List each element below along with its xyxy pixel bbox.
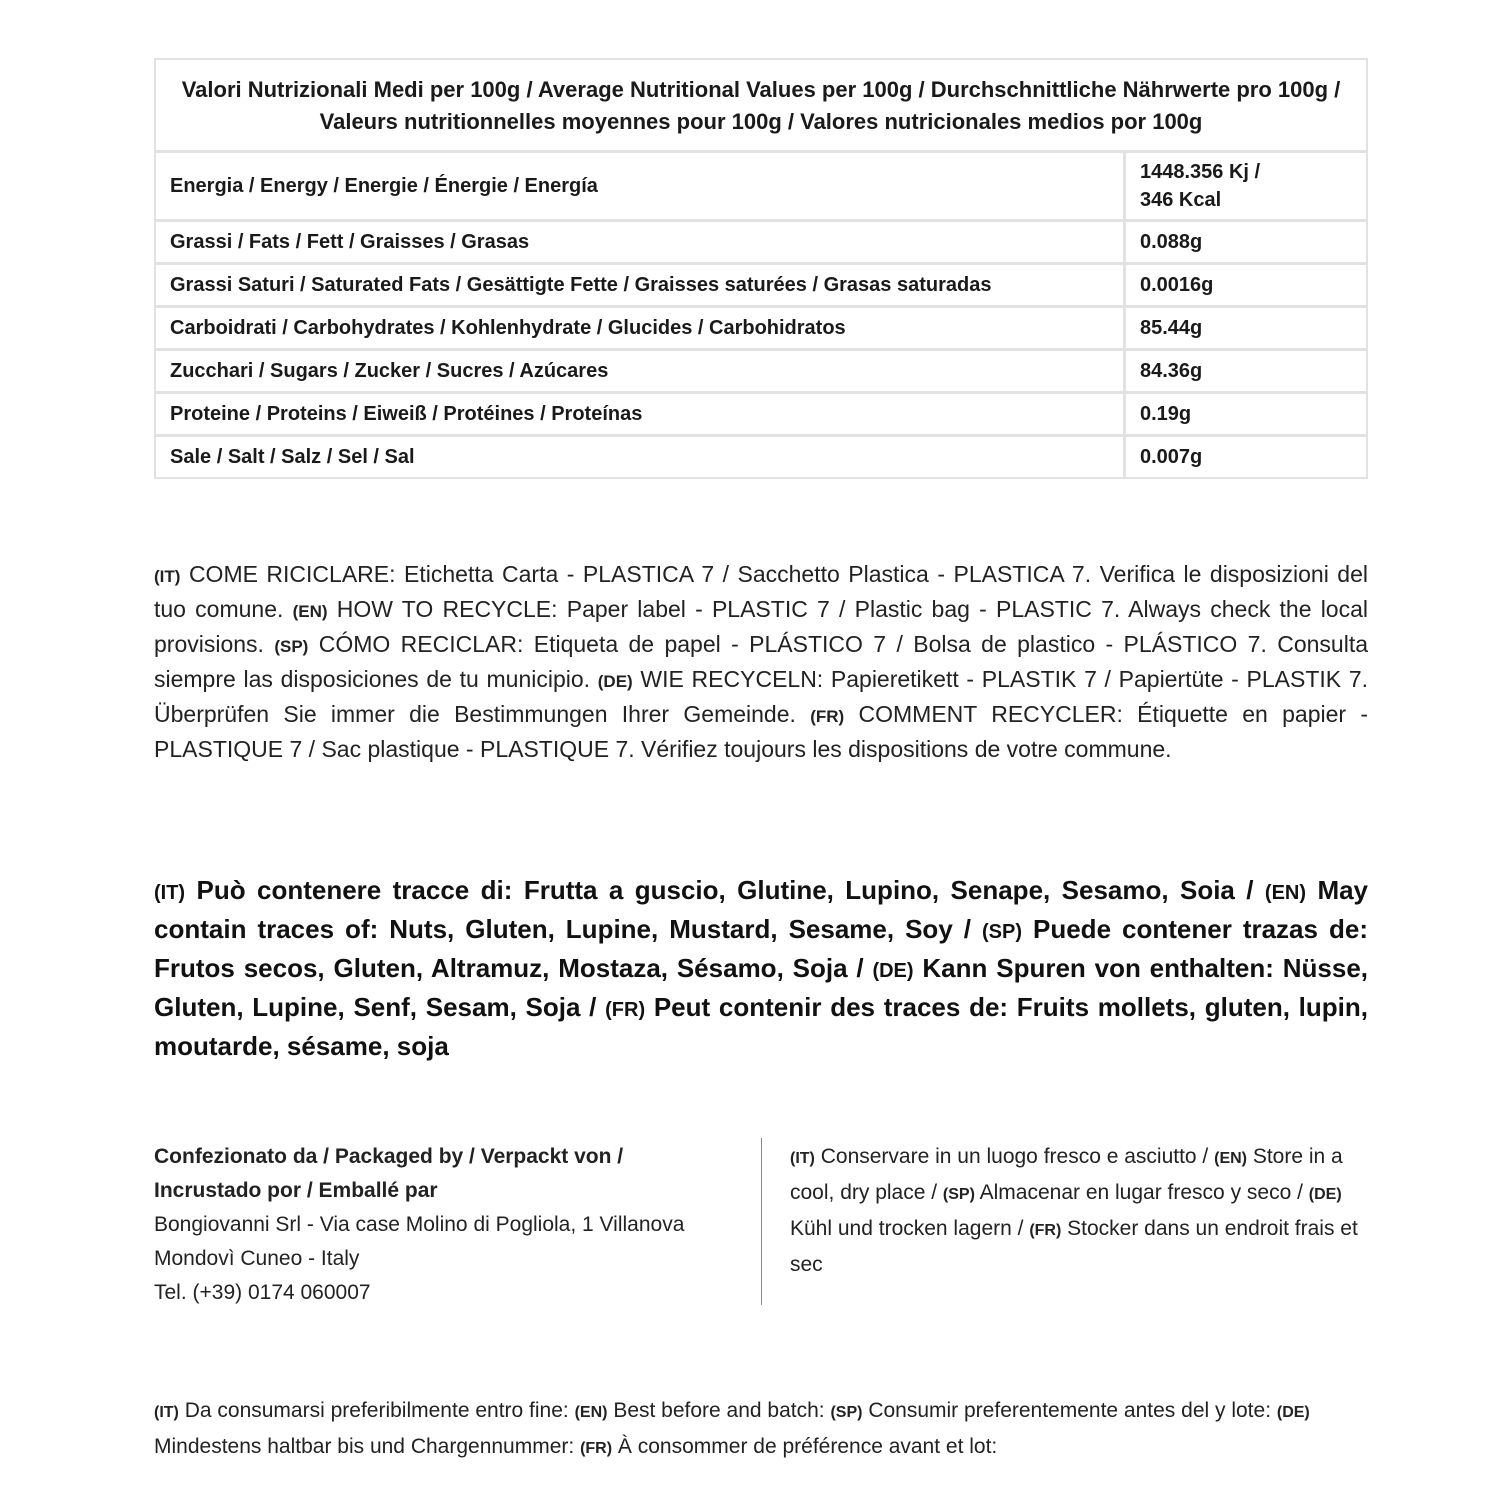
lang-tag-en: (EN) [574, 1404, 608, 1421]
lang-tag-de: (DE) [1308, 1186, 1342, 1203]
nutrition-value: 0.0016g [1140, 274, 1214, 296]
nutrition-row-salt [156, 437, 1366, 477]
lang-tag-fr: (FR) [605, 999, 646, 1021]
packager-address: Bongiovanni Srl - Via case Molino di Pogliola, 1 Villanova [154, 1213, 685, 1236]
lang-tag-de: (DE) [872, 960, 914, 982]
storage-text-it: Conservare in un luogo fresco e asciutto / [820, 1145, 1209, 1168]
storage-text-en: Store in a cool, dry place / [790, 1145, 1343, 1204]
nutrition-value: 0.19g [1140, 403, 1192, 425]
lang-tag-de: (DE) [1276, 1404, 1310, 1421]
lang-tag-fr: (FR) [1029, 1222, 1062, 1239]
allergen-text-it: Può contenere tracce di: Frutta a guscio, Glutine, Lupino, Senape, Sesamo, Soia / [196, 875, 1254, 905]
nutrition-value: 0.088g [1140, 231, 1203, 253]
best-before-text-fr: À consommer de préférence avant et lot: [617, 1435, 998, 1458]
nutrition-label: Energia / Energy / Energie / Énergie / Energía [156, 153, 1126, 219]
best-before-text-sp: Consumir preferentemente antes del y lote: [868, 1399, 1272, 1422]
recycle-text-sp: CÓMO RECICLAR: Etiqueta de papel - PLÁSTICO 7 / Bolsa de plastico - PLÁSTICO 7. Consulta siempre las disposiciones de tu municipio. [154, 631, 1369, 692]
nutrition-table [154, 58, 1368, 479]
nutrition-row-carbohydrates [156, 308, 1366, 351]
nutrition-value: 1448.356 Kj / 346 Kcal [1140, 161, 1261, 211]
nutrition-value: 85.44g [1140, 317, 1203, 339]
lang-tag-it: (IT) [154, 1404, 179, 1421]
lang-tag-sp: (SP) [942, 1186, 975, 1203]
lang-tag-sp: (SP) [982, 921, 1022, 943]
column-divider [761, 1138, 762, 1305]
nutrition-value: 0.007g [1140, 446, 1203, 468]
lang-tag-de: (DE) [597, 672, 633, 691]
allergen-text-en: May contain traces of: Nuts, Gluten, Lupine, Mustard, Sesame, Soy / [154, 875, 1369, 944]
nutrition-label: Proteine / Proteins / Eiweiß / Protéines / Proteínas [156, 394, 1126, 434]
lang-tag-it: (IT) [154, 882, 186, 904]
allergen-text-sp: Puede contener trazas de: Frutos secos, Gluten, Altramuz, Mostaza, Sésamo, Soja / [154, 914, 1368, 983]
storage-text-sp: Almacenar en lugar fresco y seco / [979, 1181, 1303, 1204]
allergen-text-fr: Peut contenir des traces de: Fruits mollets, gluten, lupin, moutarde, sésame, soja [154, 992, 1368, 1061]
lang-tag-it: (IT) [154, 567, 181, 586]
nutrition-value: 84.36g [1140, 360, 1203, 382]
allergen-statement [154, 872, 1368, 1064]
nutrition-label: Grassi Saturi / Saturated Fats / Gesättigte Fette / Graisses saturées / Grasas saturadas [156, 265, 1126, 305]
storage-text-de: Kühl und trocken lagern / [790, 1217, 1024, 1240]
packager-phone: Tel. (+39) 0174 060007 [154, 1281, 371, 1304]
recycle-text-de: WIE RECYCELN: Papieretikett - PLASTIK 7 / Papiertüte - PLASTIK 7. Überprüfen Sie immer die Bestimmungen Ihrer Gemeinde. [154, 666, 1369, 727]
nutrition-label: Carboidrati / Carbohydrates / Kohlenhydrate / Glucides / Carbohidratos [156, 308, 1126, 348]
packager-address: Mondovì Cuneo - Italy [154, 1247, 360, 1270]
lang-tag-fr: (FR) [580, 1440, 613, 1457]
best-before-statement [154, 1394, 1368, 1466]
storage-text-fr: Stocker dans un endroit frais et sec [790, 1217, 1358, 1276]
recycle-text-en: HOW TO RECYCLE: Paper label - PLASTIC 7 / Plastic bag - PLASTIC 7. Always check the local provisions. [154, 596, 1368, 657]
lang-tag-en: (EN) [1264, 882, 1307, 904]
nutrition-label: Sale / Salt / Salz / Sel / Sal [156, 437, 1126, 477]
packaged-by-info [154, 1140, 734, 1310]
packaged-by-heading: Confezionato da / Packaged by / Verpackt von / [154, 1145, 624, 1168]
lang-tag-sp: (SP) [274, 637, 309, 656]
nutrition-label: Zucchari / Sugars / Zucker / Sucres / Azúcares [156, 351, 1126, 391]
best-before-text-it: Da consumarsi preferibilmente entro fine: [184, 1399, 569, 1422]
best-before-text-en: Best before and batch: [613, 1399, 825, 1422]
recycling-instructions [154, 558, 1368, 766]
nutrition-label: Grassi / Fats / Fett / Graisses / Grasas [156, 222, 1126, 262]
storage-instructions [790, 1140, 1368, 1282]
nutrition-row-energy [156, 153, 1366, 222]
allergen-text-de: Kann Spuren von enthalten: Nüsse, Gluten, Lupine, Senf, Sesam, Soja / [154, 953, 1368, 1022]
packaged-by-heading: Incrustado por / Emballé par [154, 1179, 438, 1202]
nutrition-row-saturated-fats [156, 265, 1366, 308]
recycle-text-it: COME RICICLARE: Etichetta Carta - PLASTICA 7 / Sacchetto Plastica - PLASTICA 7. Verifica le disposizioni del tuo comune. [154, 561, 1368, 622]
best-before-text-de: Mindestens haltbar bis und Chargennummer: [154, 1435, 575, 1458]
lang-tag-sp: (SP) [830, 1404, 863, 1421]
nutrition-row-fats [156, 222, 1366, 265]
lang-tag-en: (EN) [1214, 1150, 1247, 1167]
recycle-text-fr: COMMENT RECYCLER: Étiquette en papier - PLASTIQUE 7 / Sac plastique - PLASTIQUE 7. Vérifiez toujours les dispositions de votre commune. [154, 701, 1369, 762]
lang-tag-en: (EN) [292, 602, 328, 621]
lang-tag-fr: (FR) [810, 707, 845, 726]
nutrition-row-proteins [156, 394, 1366, 437]
nutrition-table-title: Valori Nutrizionali Medi per 100g / Average Nutritional Values per 100g / Durchschnittliche Nährwerte pro 100g / Valeurs nutritionnelles moyennes pour 100g / Valores nutricionales medios por 100g [156, 60, 1366, 153]
nutrition-row-sugars [156, 351, 1366, 394]
lang-tag-it: (IT) [790, 1150, 815, 1167]
